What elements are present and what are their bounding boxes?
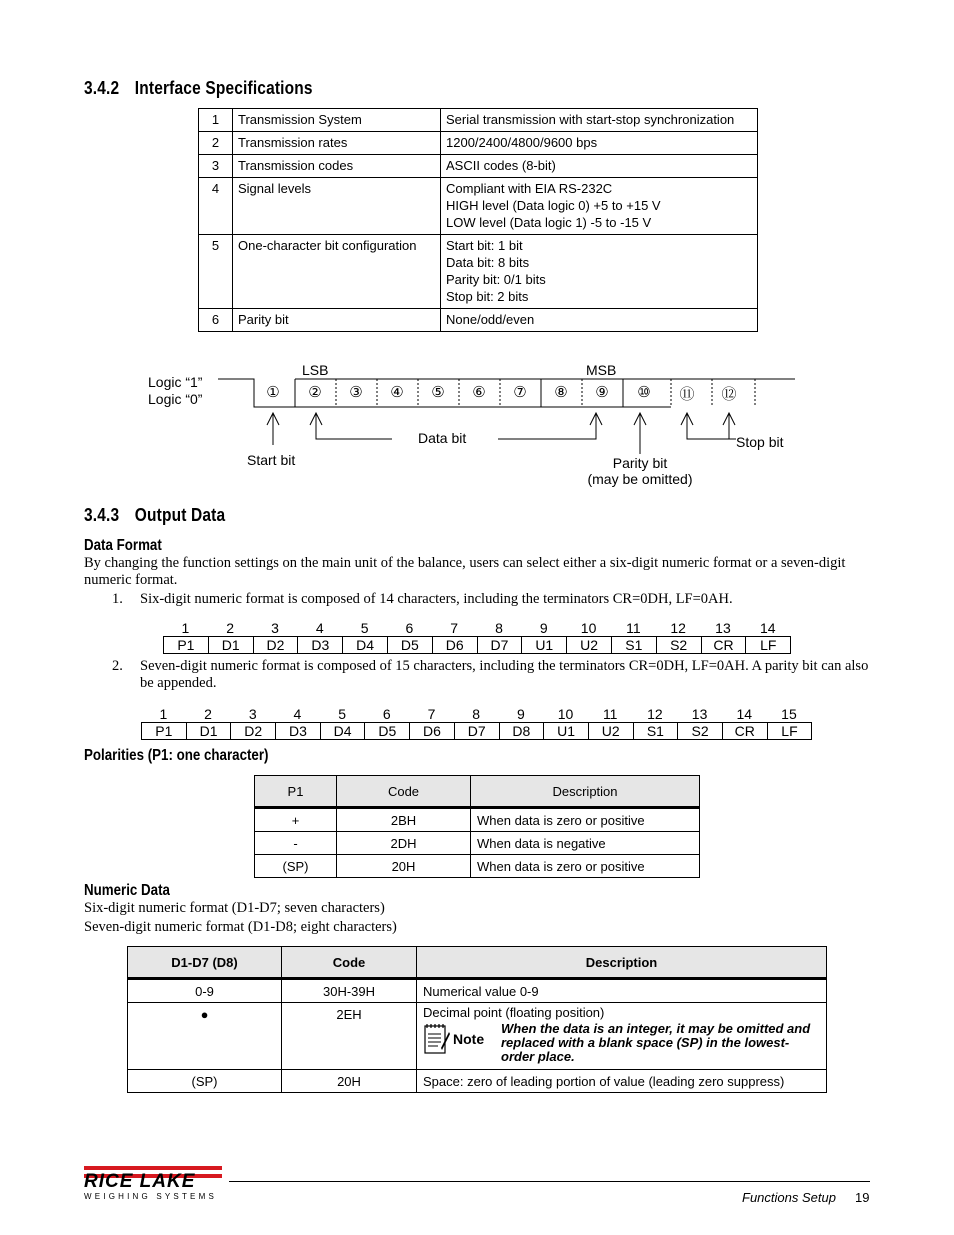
polarities-table xyxy=(254,775,700,878)
format-cell: D7 xyxy=(478,637,523,653)
logic-1-label: Logic “1” xyxy=(148,374,203,390)
notepad-icon xyxy=(423,1022,451,1056)
six-digit-format-table xyxy=(163,620,791,654)
position-number: 8 xyxy=(495,620,503,636)
position-number: 2 xyxy=(204,706,212,722)
format-cell: S2 xyxy=(657,637,702,653)
item-2-number: 2. xyxy=(112,658,123,674)
data-format-heading: Data Format xyxy=(84,537,162,554)
position-number: 2 xyxy=(226,620,235,636)
position-number: 14 xyxy=(759,620,776,636)
table-row: + 2BH When data is zero or positive xyxy=(255,808,700,832)
col-header-digits: D1-D7 (D8) xyxy=(128,947,282,979)
spec-row: 4 Signal levels Compliant with EIA RS-232C HIGH level (Data logic 0) +5 to +15 V LOW level (Data logic 1) -5 to -15 V xyxy=(199,178,758,235)
position-number: 12 xyxy=(647,706,663,722)
footer-section: Functions Setup xyxy=(742,1190,836,1205)
position-number: 9 xyxy=(516,706,525,722)
bit-marker: ③ xyxy=(349,383,363,401)
interface-spec-table xyxy=(198,108,758,332)
page-number: 19 xyxy=(855,1190,870,1205)
position-number: 13 xyxy=(691,706,708,722)
numeric-data-heading: Numeric Data xyxy=(84,882,170,899)
position-number: 10 xyxy=(557,706,574,722)
stop-bit-label: Stop bit xyxy=(736,434,784,450)
format-cell: D5 xyxy=(388,637,433,653)
spec-row: 3 Transmission codes ASCII codes (8-bit) xyxy=(199,155,758,178)
col-header-description: Description xyxy=(417,947,827,979)
format-cell: D3 xyxy=(298,637,343,653)
seven-digit-format-table xyxy=(141,706,812,740)
format-cell: CR xyxy=(723,723,768,739)
footer-rule xyxy=(229,1181,870,1182)
note-text: When the data is an integer, it may be omitted and replaced with a blank space (SP) in the lowest-order place. xyxy=(501,1021,811,1064)
position-number: 13 xyxy=(715,620,731,636)
position-number: 4 xyxy=(293,706,302,722)
format-cell: D4 xyxy=(343,637,388,653)
table-row: ● 2EH Decimal point (floating position) Note When the data is an integer, it may be omitted and replaced with a blank space (SP) in the lowest-order place. xyxy=(128,1003,827,1070)
section-heading-3-4-3: 3.4.3 Output Data xyxy=(84,505,226,525)
msb-label: MSB xyxy=(586,362,617,378)
spec-row: 1 Transmission System Serial transmission with start-stop synchronization xyxy=(199,109,758,132)
spec-row: 2 Transmission rates 1200/2400/4800/9600 bps xyxy=(199,132,758,155)
position-number: 1 xyxy=(159,706,168,722)
format-cell: D6 xyxy=(410,723,455,739)
format-cell: LF xyxy=(768,723,813,739)
position-number: 7 xyxy=(450,620,459,636)
bit-marker: ⑥ xyxy=(472,383,486,401)
bit-marker: ⑨ xyxy=(595,383,609,401)
polarities-heading: Polarities (P1: one character) xyxy=(84,747,269,764)
item-1-text: Six-digit numeric format is composed of 14 characters, including the terminators CR=0DH, LF=0AH. xyxy=(140,591,733,607)
position-number: 15 xyxy=(781,706,797,722)
position-number: 4 xyxy=(315,620,324,636)
position-number: 10 xyxy=(580,620,597,636)
table-row: (SP) 20H When data is zero or positive xyxy=(255,855,700,878)
position-number: 9 xyxy=(539,620,548,636)
start-bit-label: Start bit xyxy=(247,452,296,468)
bit-marker: ⑩ xyxy=(637,383,651,401)
position-number: 1 xyxy=(181,620,190,636)
format-cell: D6 xyxy=(433,637,478,653)
format-cell: U2 xyxy=(567,637,612,653)
spec-row: 6 Parity bit None/odd/even xyxy=(199,309,758,332)
position-number: 6 xyxy=(405,620,414,636)
bit-marker: ⑪ xyxy=(679,385,695,403)
position-number: 8 xyxy=(472,706,481,722)
spec-row: 5 One-character bit configuration Start bit: 1 bit Data bit: 8 bits Parity bit: 0/1 bits Stop bit: 2 bits xyxy=(199,235,758,309)
bit-marker: ④ xyxy=(390,383,404,401)
format-cell: D5 xyxy=(365,723,410,739)
format-cell: D8 xyxy=(500,723,545,739)
item-1-number: 1. xyxy=(112,591,123,607)
numeric-data-table xyxy=(127,946,827,1093)
format-cell: D1 xyxy=(187,723,232,739)
format-cell: D7 xyxy=(455,723,500,739)
table-row: (SP) 20H Space: zero of leading portion of value (leading zero suppress) xyxy=(128,1070,827,1093)
format-cell: P1 xyxy=(164,637,209,653)
data-format-intro: By changing the function settings on the main unit of the balance, users can select either a six-digit numeric format or a seven-digit numeric format. xyxy=(84,555,846,588)
format-cell: S1 xyxy=(612,637,657,653)
bit-marker: ② xyxy=(308,383,322,401)
col-header-code: Code xyxy=(282,947,417,979)
section-heading-3-4-2: 3.4.2 Interface Specifications xyxy=(84,78,313,98)
note-label: Note xyxy=(453,1031,485,1047)
position-number: 7 xyxy=(427,706,436,722)
position-number: 12 xyxy=(670,620,686,636)
position-number: 11 xyxy=(626,620,641,636)
position-number: 5 xyxy=(338,706,346,722)
bit-marker: ⑦ xyxy=(513,383,527,401)
lsb-label: LSB xyxy=(302,362,329,378)
format-cell: S1 xyxy=(634,723,679,739)
bit-marker: ⑧ xyxy=(554,383,568,401)
format-cell: D3 xyxy=(276,723,321,739)
numeric-line-1: Six-digit numeric format (D1-D7; seven characters) xyxy=(84,900,385,916)
parity-bit-label: Parity bit (may be omitted) xyxy=(587,455,693,487)
format-cell: D2 xyxy=(254,637,299,653)
position-number: 3 xyxy=(248,706,257,722)
format-cell: P1 xyxy=(142,723,187,739)
format-cell: LF xyxy=(746,637,791,653)
format-cell: CR xyxy=(702,637,747,653)
format-cell: D2 xyxy=(231,723,276,739)
bit-marker: ① xyxy=(266,383,280,401)
rice-lake-logo: RICE LAKE WEIGHING SYSTEMS xyxy=(84,1166,222,1201)
decimal-point-description: Decimal point (floating position) xyxy=(423,1005,605,1020)
logic-0-label: Logic “0” xyxy=(148,391,203,407)
item-2-text: Seven-digit numeric format is composed of 15 characters, including the terminators CR=0DH, LF=0AH. A parity bit can also be appended. xyxy=(140,658,869,691)
format-cell: S2 xyxy=(678,723,723,739)
position-number: 6 xyxy=(382,706,391,722)
format-cell: D4 xyxy=(321,723,366,739)
position-number: 5 xyxy=(360,620,369,636)
bit-marker: ⑫ xyxy=(721,385,737,403)
table-row: 0-9 30H-39H Numerical value 0-9 xyxy=(128,979,827,1003)
format-cell: U2 xyxy=(589,723,634,739)
position-number: 11 xyxy=(602,706,618,722)
position-number: 3 xyxy=(271,620,279,636)
format-cell: D1 xyxy=(209,637,254,653)
data-bit-label: Data bit xyxy=(418,430,467,446)
bit-marker: ⑤ xyxy=(431,383,445,401)
col-header-description: Description xyxy=(471,776,700,808)
col-header-p1: P1 xyxy=(255,776,337,808)
numeric-line-2: Seven-digit numeric format (D1-D8; eight characters) xyxy=(84,919,397,935)
col-header-code: Code xyxy=(337,776,471,808)
note-box xyxy=(423,1022,820,1064)
position-number: 14 xyxy=(736,706,753,722)
format-cell: U1 xyxy=(522,637,567,653)
table-row: - 2DH When data is negative xyxy=(255,832,700,855)
format-cell: U1 xyxy=(544,723,589,739)
